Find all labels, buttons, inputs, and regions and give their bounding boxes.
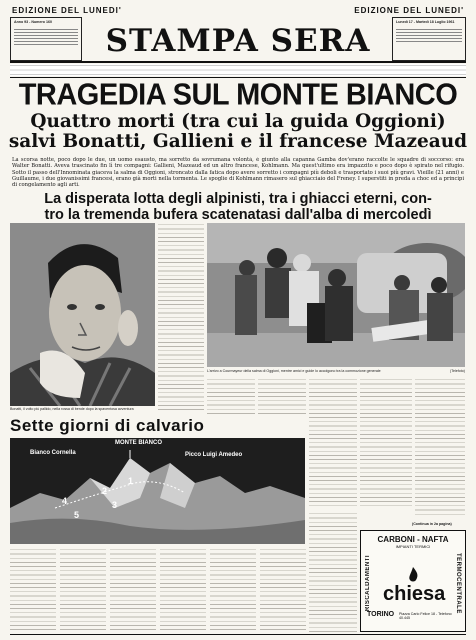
text-column-4 [309, 378, 357, 508]
arrival-illustration [207, 223, 465, 367]
portrait-illustration [10, 223, 155, 406]
section-headline-line2: tro la tremenda bufera scatenatasi dall'alba di mercoledì [44, 207, 432, 223]
continua-note: (Continua in 2a pagina) [412, 522, 452, 526]
ad-side-left: RISCALDAMENTI [365, 555, 371, 612]
ad-side-right: TERMOCENTRALE [455, 553, 461, 614]
ad-title: CARBONI - NAFTA [377, 535, 449, 544]
text-column-9 [110, 548, 156, 632]
mountain-map [10, 438, 305, 544]
caption-bonatti: Bonatti, il volto più pallido, nella rossa di bende dopo la spaventosa avventura [10, 407, 134, 411]
ad-address: Piazza Carlo Felice 18 - Telefono 40.445 [399, 612, 452, 620]
ticker-strip [10, 64, 466, 76]
text-column-7 [10, 548, 56, 632]
masthead-title: STAMPA SERA [105, 23, 371, 59]
ad-subtitle: IMPIANTI TERMICI [395, 544, 431, 549]
photo-bonatti [10, 223, 155, 406]
ad-city: TORINO [367, 611, 395, 618]
map-number-3: 3 [112, 500, 118, 510]
text-column-12 [260, 548, 306, 632]
left-info-box [10, 17, 82, 61]
map-number-4: 4 [62, 496, 68, 506]
map-number-1: 1 [128, 476, 134, 486]
text-column-3 [258, 378, 306, 416]
text-column-2 [207, 378, 255, 416]
text-column-6 [415, 378, 465, 518]
map-label-left: Bianco Cornella [30, 450, 76, 456]
text-column-8 [60, 548, 106, 632]
right-info-box [392, 17, 466, 61]
map-label-right: Picco Luigi Amedeo [185, 452, 243, 458]
ad-brand: chiesa [383, 583, 446, 605]
top-rule [10, 61, 466, 63]
left-info-filler [11, 29, 81, 45]
left-info-title: Anno 93 - Numero 160 [14, 20, 52, 24]
ad-chiesa [360, 530, 466, 632]
edition-label-left: EDIZIONE DEL LUNEDI' [12, 6, 122, 15]
caption-courmayeur: L'arrivo a Courmayeur della salma di Oggioni, mentre amici e guide lo accolgono tra la commozione generale [207, 369, 381, 373]
intro-paragraph: La scorsa notte, poco dopo le due, un uomo esausto, ma sorretto da sovrumana volontà, è giunto alla capanna Gamba dov'erano raccolte le squadre di soccorso: era Walter Bonatti. Aveva trascinato fin lì tre compagni: Gallieni, Mazeaud ed un altro francese, Kohlmann. Ma quest'ultimo era impazzito e poco dopo è spirato nel rifugio. Sotto il passo dell'Innominata giaceva la salma di Oggioni, stroncato dalla fatica dopo avere sorretto i compagni più deboli e trasportato i suoi più gravi. Vieille (21 anni) e Guillaume, i due giovanissimi francesi, erano già morti nella tormenta. Le spoglie di Kohlmann rimasero sul ghiacciaio del Freney. I superstiti in preda a choc ed a principi di congelamento agli arti. [12, 157, 464, 189]
sub-headline-line2: salvi Bonatti, Gallieni e il francese Mazeaud [8, 131, 468, 152]
text-column-11 [210, 548, 256, 632]
section-title-calvario: Sette giorni di calvario [10, 416, 205, 435]
flame-icon [403, 567, 423, 583]
map-label-top: MONTE BIANCO [115, 440, 162, 446]
edition-label-right: EDIZIONE DEL LUNEDI' [354, 6, 464, 15]
text-column-5 [360, 378, 412, 508]
sub-headline-line1: Quattro morti (tra cui la guida Oggioni) [30, 111, 446, 132]
text-column-10 [160, 548, 206, 632]
right-info-title: Lunedì 17 - Martedì 18 Luglio 1961 [396, 20, 455, 24]
bottom-rule [10, 634, 466, 635]
right-info-filler [393, 29, 465, 42]
section-headline-line1: La disperata lotta degli alpinisti, tra i ghiacci eterni, con- [44, 191, 432, 207]
photo-credit: (Telefoto) [450, 369, 465, 373]
map-number-5: 5 [74, 510, 80, 520]
photo-courmayeur [207, 223, 465, 367]
main-headline: TRAGEDIA SUL MONTE BIANCO [18, 78, 458, 112]
text-column-1 [158, 223, 204, 411]
text-column-13 [309, 512, 357, 632]
map-number-2: 2 [102, 486, 108, 496]
